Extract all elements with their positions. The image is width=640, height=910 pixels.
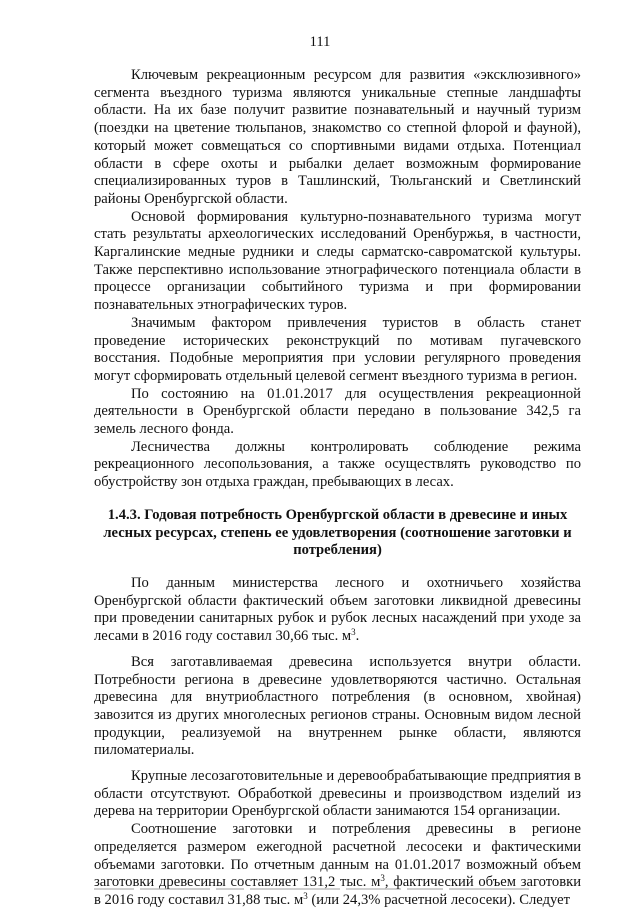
paragraph: По состоянию на 01.01.2017 для осуществления рекреационной деятельности в Оренбургской области передано в пользование 342,5 га земель лесного фонда.	[94, 385, 581, 438]
section-heading: 1.4.3. Годовая потребность Оренбургской области в древесине и иных лесных ресурсах, степень ее удовлетворения (соотношение заготовки и потребления)	[103, 506, 572, 559]
superscript: 3	[351, 627, 356, 638]
section-recreation	[94, 67, 581, 492]
paragraph: Лесничества должны контролировать соблюдение режима рекреационного лесопользования, а также осуществлять руководство по обустройству зон отдыха граждан, пребывающих в лесах.	[94, 438, 581, 491]
paragraph: Вся заготавливаемая древесина используется внутри области. Потребности региона в древесине удовлетворяются частично. Остальная древесина для внутриобластного потребления (в основном, хвойная) завозится из других многолесных регионов страны. Основным видом лесной продукции, реализуемой на внутреннем рынке области, являются пиломатериалы.	[94, 653, 581, 759]
paragraph	[94, 821, 581, 910]
paragraph: Крупные лесозаготовительные и деревообрабатывающие предприятия в области отсутствуют. Обработкой древесины и производством изделий из дерева на территории Оренбургской области занимаются 154 организации.	[94, 768, 581, 820]
paragraph: Основой формирования культурно-познавательного туризма могут стать результаты археологических исследований Оренбуржья, в частности, Каргалинские медные рудники и следы сарматско-савроматской культуры. Также перспективно использование этнографического потенциала области в процессе организации событийного туризма и при формировании познавательных этнографических туров.	[94, 208, 581, 314]
page-number: 111	[309, 34, 331, 50]
section-timber-demand	[94, 575, 581, 910]
paragraph	[94, 575, 581, 646]
document-body	[94, 67, 581, 910]
paragraph-text: (или 24,3% расчетной лесосеки). Следует	[307, 891, 570, 908]
paragraph: Ключевым рекреационным ресурсом для развития «эксклюзивного» сегмента въездного туризма являются уникальные степные ландшафты области. На их базе получит развитие познавательный и научный туризм (поездки на цветение тюльпанов, знакомство со степной флорой и фауной), который может совмещаться со спортивными видами отдыха. Потенциал области в сфере охоты и рыбалки делает возможным формирование специализированных туров в Ташлинский, Тюльганский и Светлинский районы Оренбургской области.	[94, 67, 581, 207]
cut-off-text-line	[94, 888, 581, 894]
paragraph: Значимым фактором привлечения туристов в область станет проведение исторических реконструкций по мотивам пугачевского восстания. Подобные мероприятия при условии регулярного проведения могут сформировать отдельный целевой сегмент въездного туризма в регион.	[94, 314, 581, 384]
paragraph-text: По данным министерства лесного и охотничьего хозяйства Оренбургской области фактический объем заготовки ликвидной древесины при проведении санитарных рубок и рубок лесных насаждений при уходе за лесами в 2016 году составил 30,66 тыс. м	[94, 574, 581, 645]
paragraph-text: .	[355, 628, 360, 645]
superscript: 3	[380, 873, 385, 884]
paragraph-text: , фактический объем заготовки в 2016 году составил 31,88 тыс. м	[94, 874, 581, 908]
paragraph-text: Соотношение заготовки и потребления древесины в регионе определяется размером ежегодной расчетной лесосеки и фактическими объемами заготовки. По отчетным данным на 01.01.2017 возможный объем заготовки древесины составляет 131,2 тыс. м	[94, 821, 581, 891]
superscript: 3	[303, 890, 308, 901]
